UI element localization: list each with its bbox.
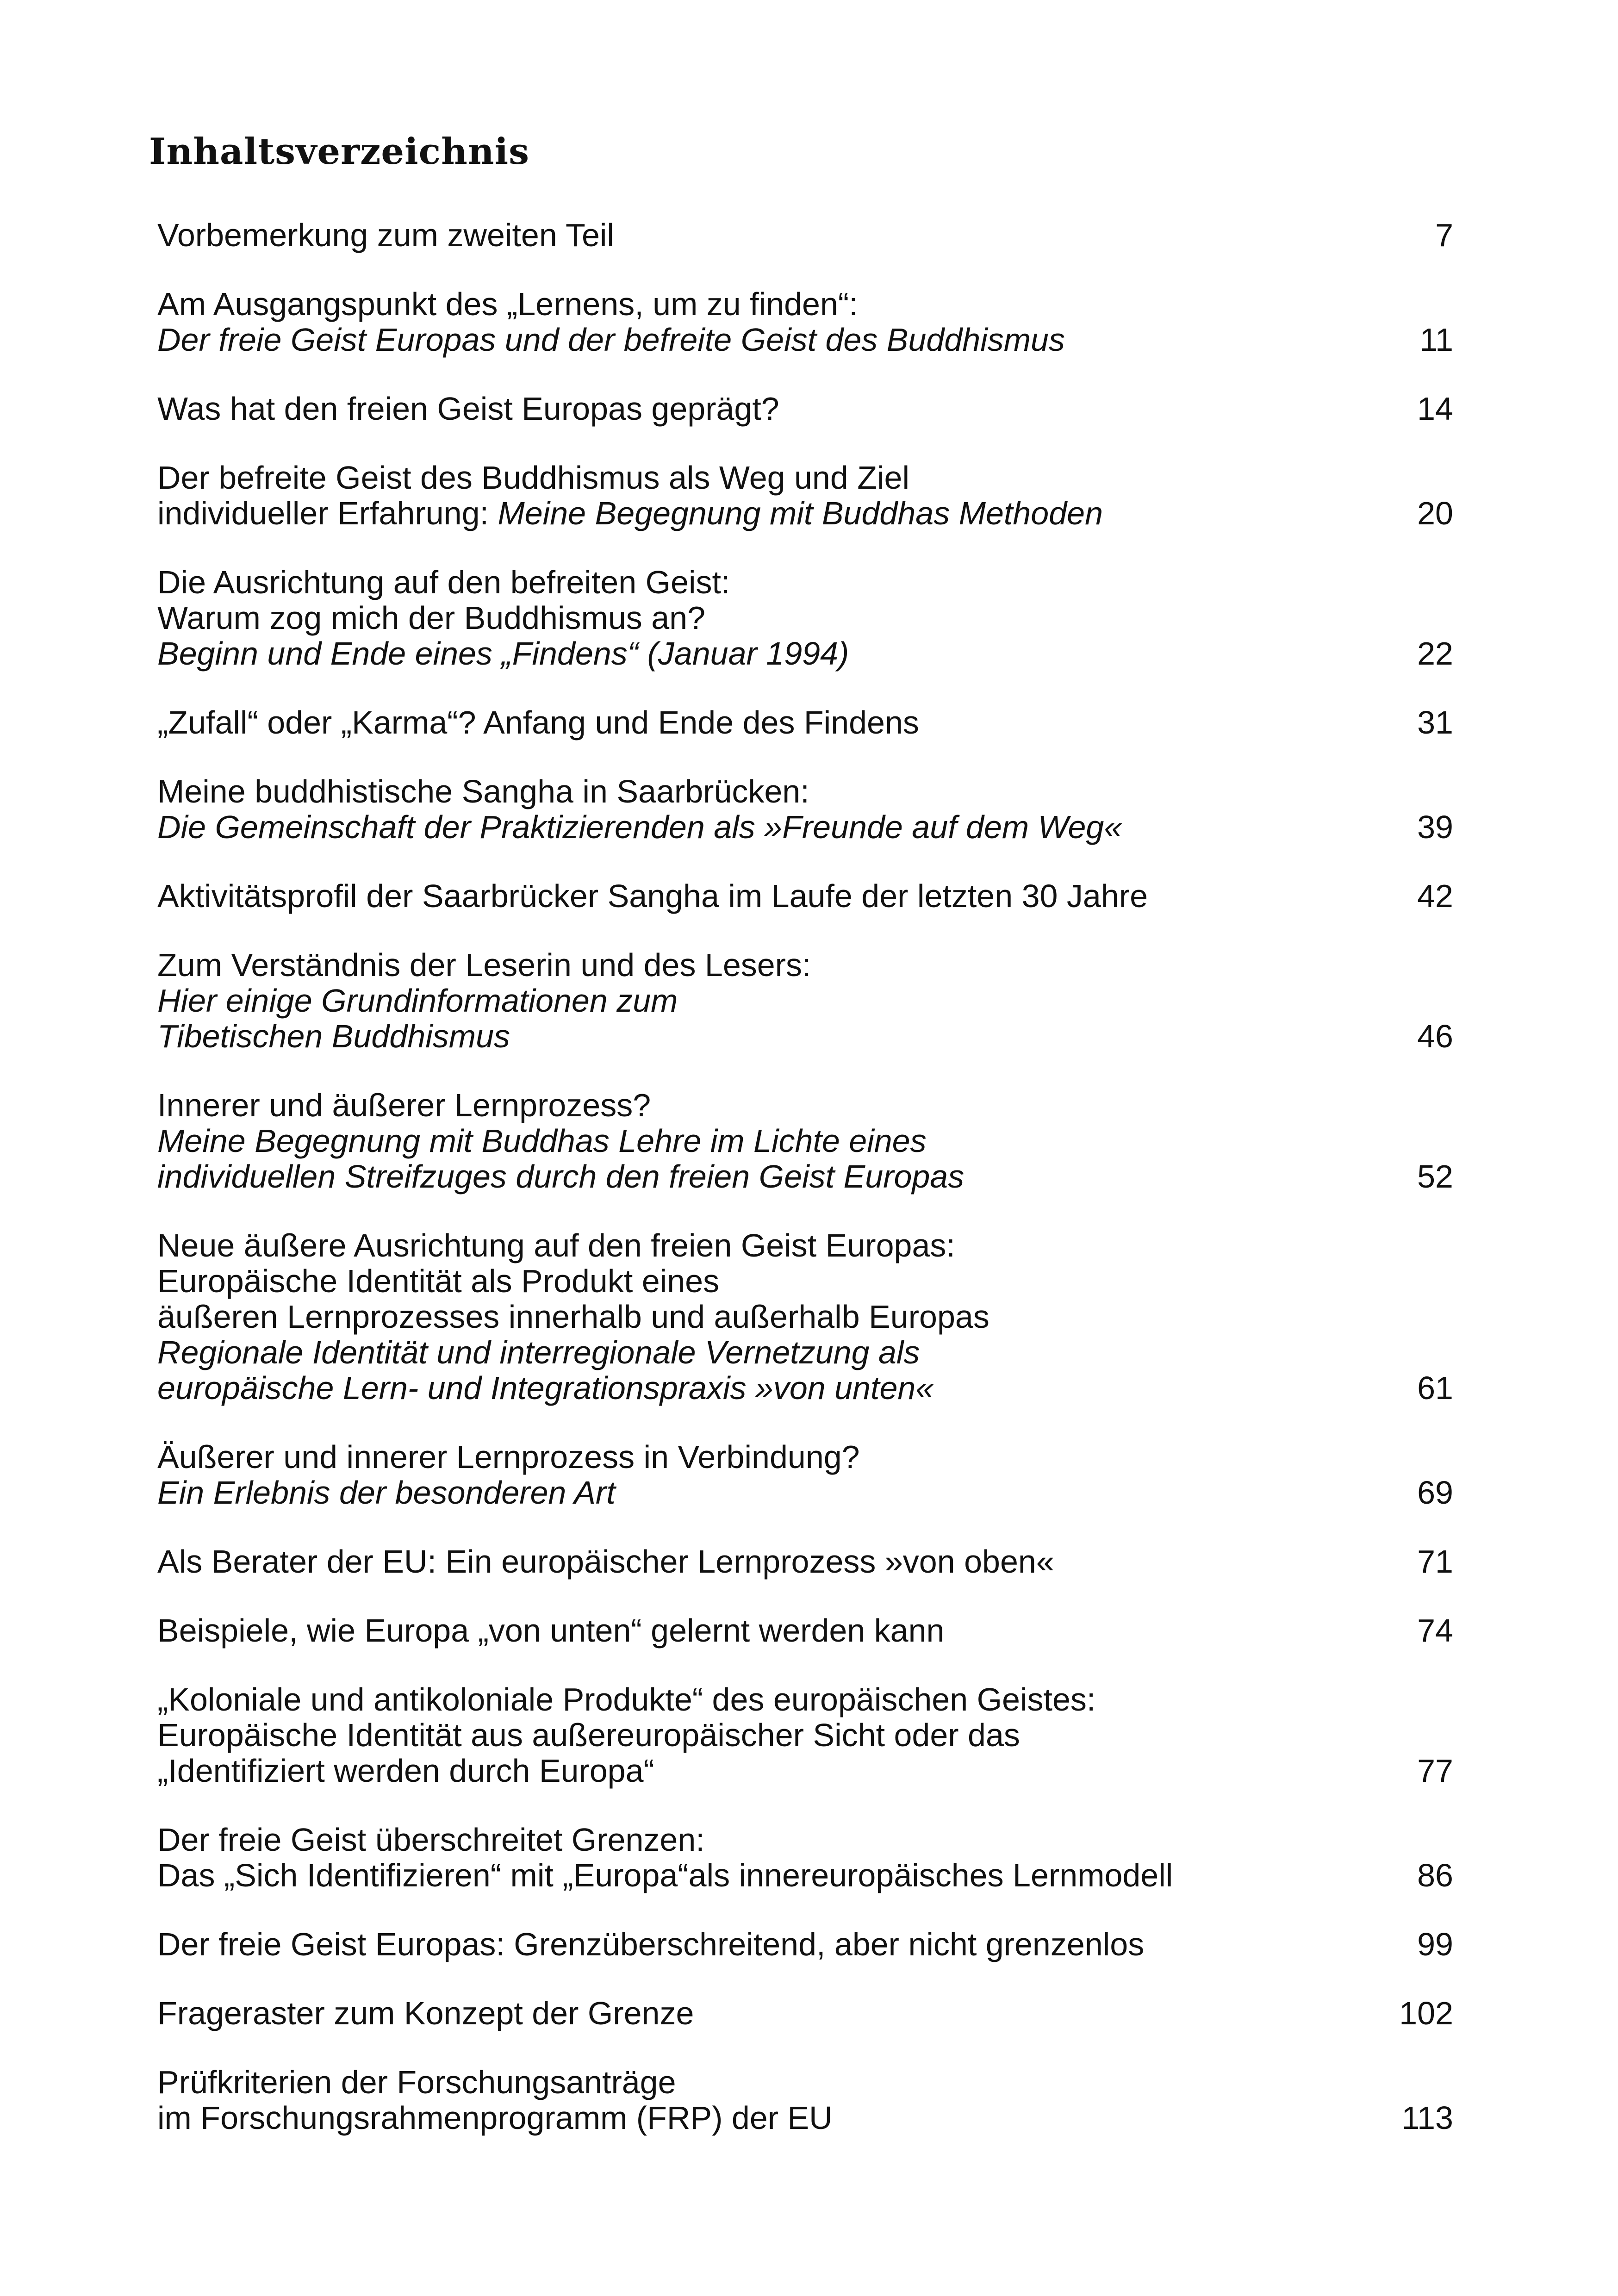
toc-page-number: 99 (1417, 1926, 1453, 1962)
toc-page-number: 14 (1417, 391, 1453, 427)
toc-entry-line: „Koloniale und antikoloniale Produkte“ des europäischen Geistes: (157, 1681, 1096, 1717)
toc-entry (157, 1544, 1453, 1580)
toc-entry-line: Der freie Geist überschreitet Grenzen: (157, 1822, 705, 1858)
toc-entry-line: Vorbemerkung zum zweiten Teil (157, 217, 614, 253)
toc-entry-line: Als Berater der EU: Ein europäischer Lernprozess »von oben« (157, 1543, 1054, 1580)
toc-page-number: 69 (1417, 1475, 1453, 1511)
toc-entry (157, 1822, 1453, 1893)
toc-page-number: 31 (1417, 704, 1453, 740)
toc-entry-line: Ein Erlebnis der besonderen Art (157, 1475, 616, 1511)
toc-entry-line (157, 496, 1314, 531)
toc-page-number: 11 (1419, 322, 1453, 358)
toc-page-number: 46 (1417, 1018, 1453, 1054)
toc-entry-line: Der befreite Geist des Buddhismus als Weg und Ziel (157, 460, 910, 496)
toc-page-number: 74 (1417, 1612, 1453, 1649)
toc-page-number: 113 (1401, 2100, 1453, 2136)
toc-entry-line: Meine buddhistische Sangha in Saarbrücken: (157, 773, 809, 809)
toc-page-number: 7 (1435, 217, 1453, 253)
toc-entry (157, 391, 1453, 427)
toc-entry-line: Der freie Geist Europas: Grenzüberschreitend, aber nicht grenzenlos (157, 1926, 1145, 1962)
toc-entry-line: Was hat den freien Geist Europas geprägt? (157, 391, 779, 427)
toc-entry (157, 1088, 1453, 1195)
toc-entry (157, 2065, 1453, 2136)
toc-entry-text: individueller Erfahrung: (157, 495, 498, 531)
toc-entry (157, 1927, 1453, 1962)
toc-entry-line: Beispiele, wie Europa „von unten“ gelernt werden kann (157, 1612, 945, 1649)
toc-entry-line: „Identifiziert werden durch Europa“ (157, 1753, 654, 1789)
toc-entry (157, 1228, 1453, 1406)
toc-page-number: 77 (1417, 1753, 1453, 1789)
toc-entry-line: Neue äußere Ausrichtung auf den freien Geist Europas: (157, 1227, 955, 1263)
toc-page-number: 39 (1417, 809, 1453, 845)
toc-entry (157, 705, 1453, 740)
toc-entry-line: Die Ausrichtung auf den befreiten Geist: (157, 564, 730, 600)
toc-page-number: 102 (1399, 1995, 1453, 2031)
toc-page-number: 42 (1417, 878, 1453, 914)
table-of-contents (157, 218, 1453, 2169)
toc-entry-line: Innerer und äußerer Lernprozess? (157, 1087, 651, 1123)
toc-entry-line: Prüfkriterien der Forschungsanträge (157, 2064, 676, 2100)
toc-entry (157, 878, 1453, 914)
toc-page-number: 20 (1417, 495, 1453, 531)
toc-entry-line: äußeren Lernprozesses innerhalb und außerhalb Europas (157, 1299, 989, 1335)
toc-entry (157, 565, 1453, 672)
toc-entry (157, 1613, 1453, 1649)
toc-entry-line: Am Ausgangspunkt des „Lernens, um zu finden“: (157, 286, 858, 322)
toc-entry-line: Zum Verständnis der Leserin und des Lesers: (157, 947, 811, 983)
toc-entry-line: Tibetischen Buddhismus (157, 1018, 510, 1054)
toc-entry-line: Hier einige Grundinformationen zum (157, 983, 678, 1019)
toc-entry-subtitle: Meine Begegnung mit Buddhas Methoden (498, 495, 1103, 531)
toc-entry-line: Die Gemeinschaft der Praktizierenden als »Freunde auf dem Weg« (157, 809, 1122, 845)
toc-page-number: 71 (1417, 1543, 1453, 1580)
toc-entry (157, 460, 1453, 531)
toc-entry-line: Regionale Identität und interregionale Vernetzung als (157, 1334, 920, 1370)
toc-entry (157, 947, 1453, 1054)
page-title: Inhaltsverzeichnis (149, 131, 530, 173)
toc-entry-line: europäische Lern- und Integrationspraxis »von unten« (157, 1370, 934, 1406)
toc-entry (157, 218, 1453, 253)
toc-entry (157, 1439, 1453, 1511)
toc-entry-line: Warum zog mich der Buddhismus an? (157, 600, 706, 636)
toc-page-number: 86 (1417, 1857, 1453, 1893)
toc-entry (157, 774, 1453, 845)
toc-entry (157, 1996, 1453, 2031)
toc-entry-line: „Zufall“ oder „Karma“? Anfang und Ende des Findens (157, 704, 919, 740)
toc-entry-line: Beginn und Ende eines „Findens“ (Januar 1994) (157, 635, 849, 672)
toc-entry-line: Das „Sich Identifizieren“ mit „Europa“als innereuropäisches Lernmodell (157, 1857, 1173, 1893)
toc-entry-line: Europäische Identität als Produkt eines (157, 1263, 720, 1299)
toc-entry-line: Meine Begegnung mit Buddhas Lehre im Lichte eines (157, 1123, 927, 1159)
toc-entry-line: im Forschungsrahmenprogramm (FRP) der EU (157, 2100, 833, 2136)
toc-entry-line: Äußerer und innerer Lernprozess in Verbindung? (157, 1439, 860, 1475)
toc-entry (157, 1682, 1453, 1789)
toc-entry-line: Aktivitätsprofil der Saarbrücker Sangha im Laufe der letzten 30 Jahre (157, 878, 1148, 914)
toc-page-number: 61 (1417, 1370, 1453, 1406)
toc-entry-line: Der freie Geist Europas und der befreite Geist des Buddhismus (157, 322, 1065, 358)
toc-page-number: 22 (1417, 635, 1453, 672)
toc-entry-line: individuellen Streifzuges durch den freien Geist Europas (157, 1158, 965, 1195)
toc-entry (157, 286, 1453, 358)
toc-page-number: 52 (1417, 1158, 1453, 1195)
toc-entry-line: Frageraster zum Konzept der Grenze (157, 1995, 694, 2031)
toc-entry-line: Europäische Identität aus außereuropäischer Sicht oder das (157, 1717, 1020, 1753)
